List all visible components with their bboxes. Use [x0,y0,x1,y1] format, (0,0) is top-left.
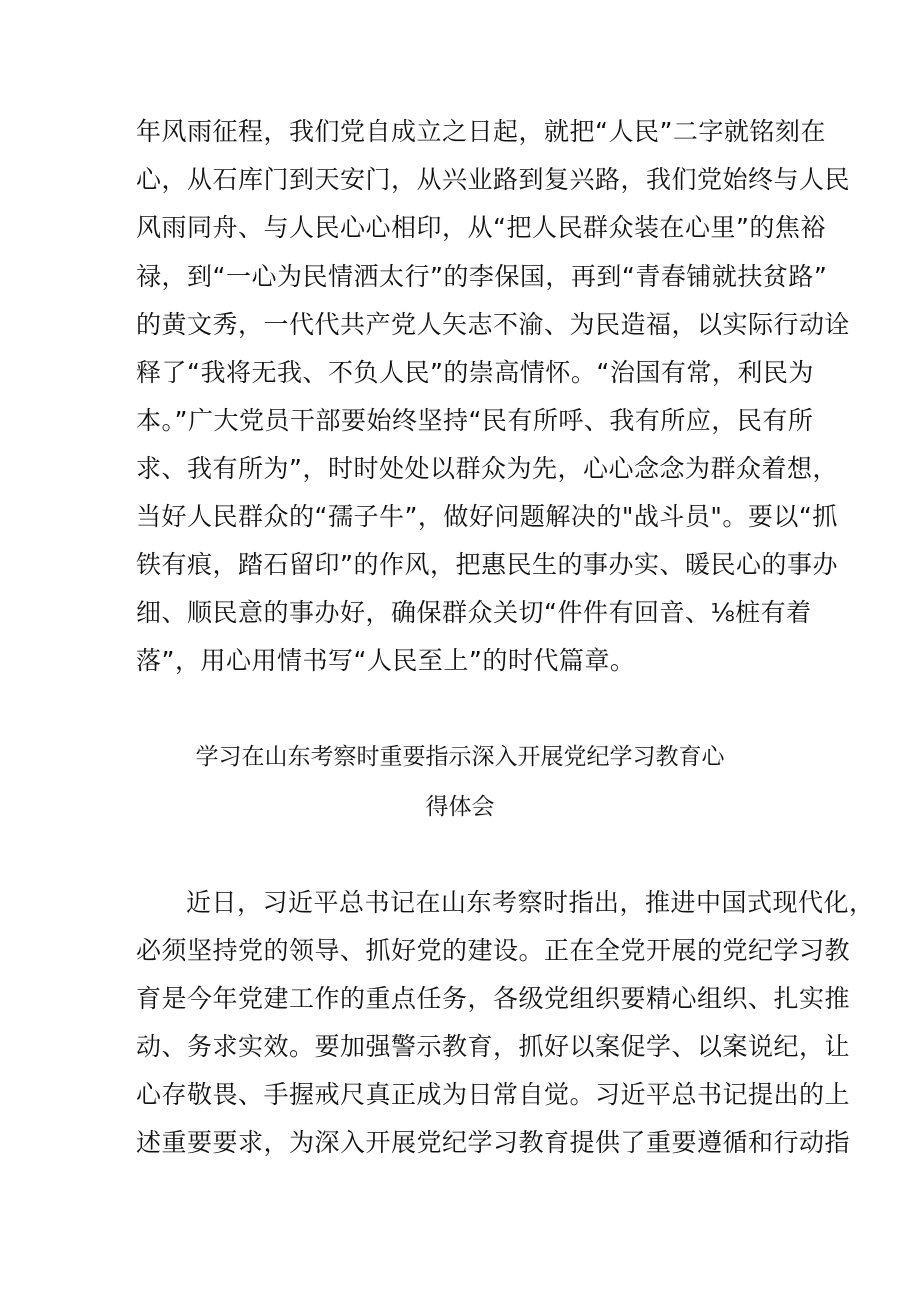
paragraph-1-line: 释了“我将无我、不负人民”的崇高情怀。“治国有常，利民为 [136,358,814,387]
paragraph-1-line: 风雨同舟、与人民心心相印，从“把人民群众装在心里”的焦裕 [136,213,826,242]
paragraph-2-line: 心存敬畏、手握戒尺真正成为日常自觉。习近平总书记提出的上 [136,1080,851,1109]
article-title-line-2: 得体会 [425,794,495,820]
paragraph-1-line: 铁有痕，踏石留印”的作风，把惠民生的事办实、暖民心的事办 [136,550,838,579]
paragraph-1-line: 的黄文秀，一代代共产党人矢志不渝、为民造福，以实际行动诠 [136,310,851,339]
paragraph-2-line: 述重要要求，为深入开展党纪学习教育提供了重要遵循和行动指 [136,1128,851,1157]
paragraph-2-line: 动、务求实效。要加强警示教育，抓好以案促学、以案说纪，让 [136,1032,851,1061]
paragraph-1-line: 年风雨征程，我们党自成立之日起，就把“人民”二字就铭刻在 [136,117,826,146]
paragraph-1-line: 心，从石库门到天安门，从兴业路到复兴路，我们党始终与人民 [136,165,851,194]
paragraph-1-line: 求、我有所为”，时时处处以群众为先，心心念念为群众着想， [136,454,838,483]
paragraph-1-line: 本。”广大党员干部要始终坚持“民有所呼、我有所应，民有所 [136,406,814,435]
paragraph-2-line: 必须坚持党的领导、抓好党的建设。正在全党开展的党纪学习教 [136,936,851,965]
paragraph-1-line: 细、顺民意的事办好，确保群众关切“件件有回音、⅛桩有着 [136,598,812,627]
paragraph-2-line: 育是今年党建工作的重点任务，各级党组织要精心组织、扎实推 [136,984,851,1013]
paragraph-2-line: 近日，习近平总书记在山东考察时指出，推进中国式现代化， [186,888,875,917]
paragraph-1-line: 落”，用心用情书写“人民至上”的时代篇章。 [136,646,636,675]
article-title-line-1: 学习在山东考察时重要指示深入开展党纪学习教育心 [195,744,725,770]
paragraph-1-line: 禄，到“一心为民情洒太行”的李保国，再到“青春铺就扶贫路” [136,262,828,291]
paragraph-1-line: 当好人民群众的“孺子牛”，做好问题解决的"战斗员"。要以“抓 [136,502,838,531]
